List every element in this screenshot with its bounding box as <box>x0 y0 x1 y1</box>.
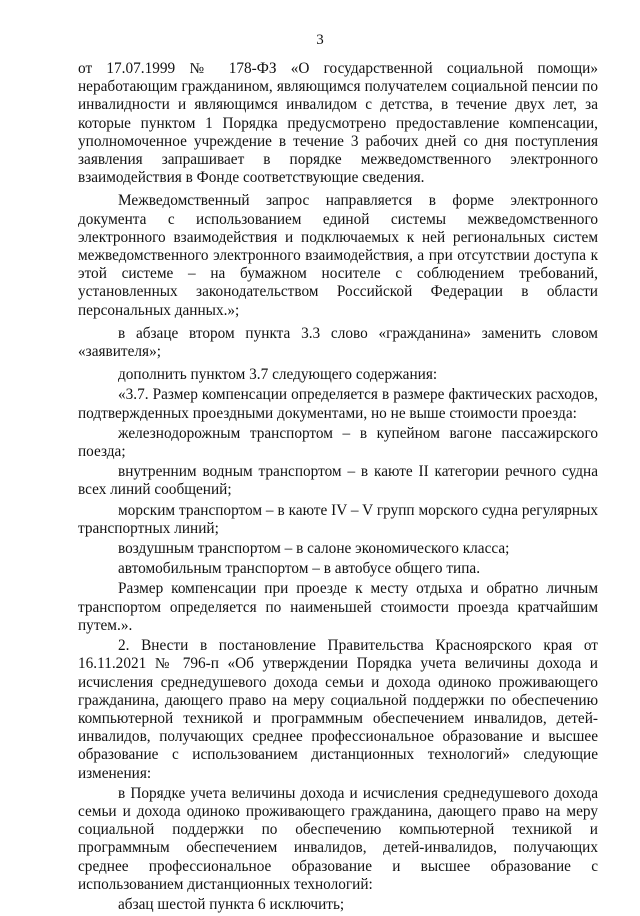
paragraph: железнодорожным транспортом – в купейном вагоне пассажирского поезда; <box>78 424 598 461</box>
paragraph: Размер компенсации при проезде к месту отдыха и обратно личным транспортом определяется по наименьшей стоимости проезда кратчайшим путем.». <box>78 580 598 634</box>
paragraph: в Порядке учета величины дохода и исчисления среднедушевого дохода семьи и дохода одиноко проживающего гражданина, дающего право на меру социальной поддержки по обеспечению компьютерной техникой и программным обеспечением инвалидов, детей-инвалидов, получающих среднее профессиональное образование и высшее образование с использованием дистанционных технологий: <box>78 784 598 893</box>
paragraph: «3.7. Размер компенсации определяется в размере фактических расходов, подтвержденных проездными документами, но не выше стоимости проезда: <box>78 386 598 422</box>
paragraph: дополнить пунктом 3.7 следующего содержания: <box>118 366 438 384</box>
document-body <box>78 60 598 916</box>
paragraph: в абзаце втором пункта 3.3 слово «гражданина» заменить словом «заявителя»; <box>78 324 598 361</box>
paragraph: от 17.07.1999 № 178-ФЗ «О государственной социальной помощи» неработающим гражданином, являющимся получателем социальной пенсии по инвалидности и являющимся инвалидом с детства, в течение двух лет, за которые пунктом 1 Порядка предусмотрено предоставление компенсации, уполномоченное учреждение в течение 3 рабочих дней со дня поступления заявления запрашивает в порядке межведомственного электронного взаимодействия в Фонде соответствующие сведения. <box>78 60 598 187</box>
paragraph: Межведомственный запрос направляется в форме электронного документа с использованием единой системы межведомственного электронного взаимодействия и подключаемых к ней региональных систем межведомственного электронного взаимодействия, а при отсутствии доступа к этой системе – на бумажном носителе с соблюдением требований, установленных законодательством Российской Федерации в области персональных данных.»; <box>78 192 598 319</box>
paragraph: воздушным транспортом – в салоне экономического класса; <box>118 540 510 558</box>
paragraph: 2. Внести в постановление Правительства Красноярского края от 16.11.2021 № 796-п «Об утверждении Порядка учета величины дохода и исчисления среднедушевого дохода семьи и дохода одиноко проживающего гражданина, дающего право на меру социальной поддержки по обеспечению компьютерной техникой и программным обеспечением инвалидов, детей-инвалидов, получающих среднее профессиональное образование и высшее образование с использованием дистанционных технологий» следующие изменения: <box>78 637 598 782</box>
page-number: 3 <box>316 32 324 48</box>
paragraph: абзац шестой пункта 6 исключить; <box>118 895 345 913</box>
paragraph: морским транспортом – в каюте IV – V групп морского судна регулярных транспортных линий; <box>78 501 598 537</box>
paragraph: автомобильным транспортом – в автобусе общего типа. <box>118 560 481 578</box>
paragraph: внутренним водным транспортом – в каюте II категории речного судна всех линий сообщений; <box>78 463 598 499</box>
